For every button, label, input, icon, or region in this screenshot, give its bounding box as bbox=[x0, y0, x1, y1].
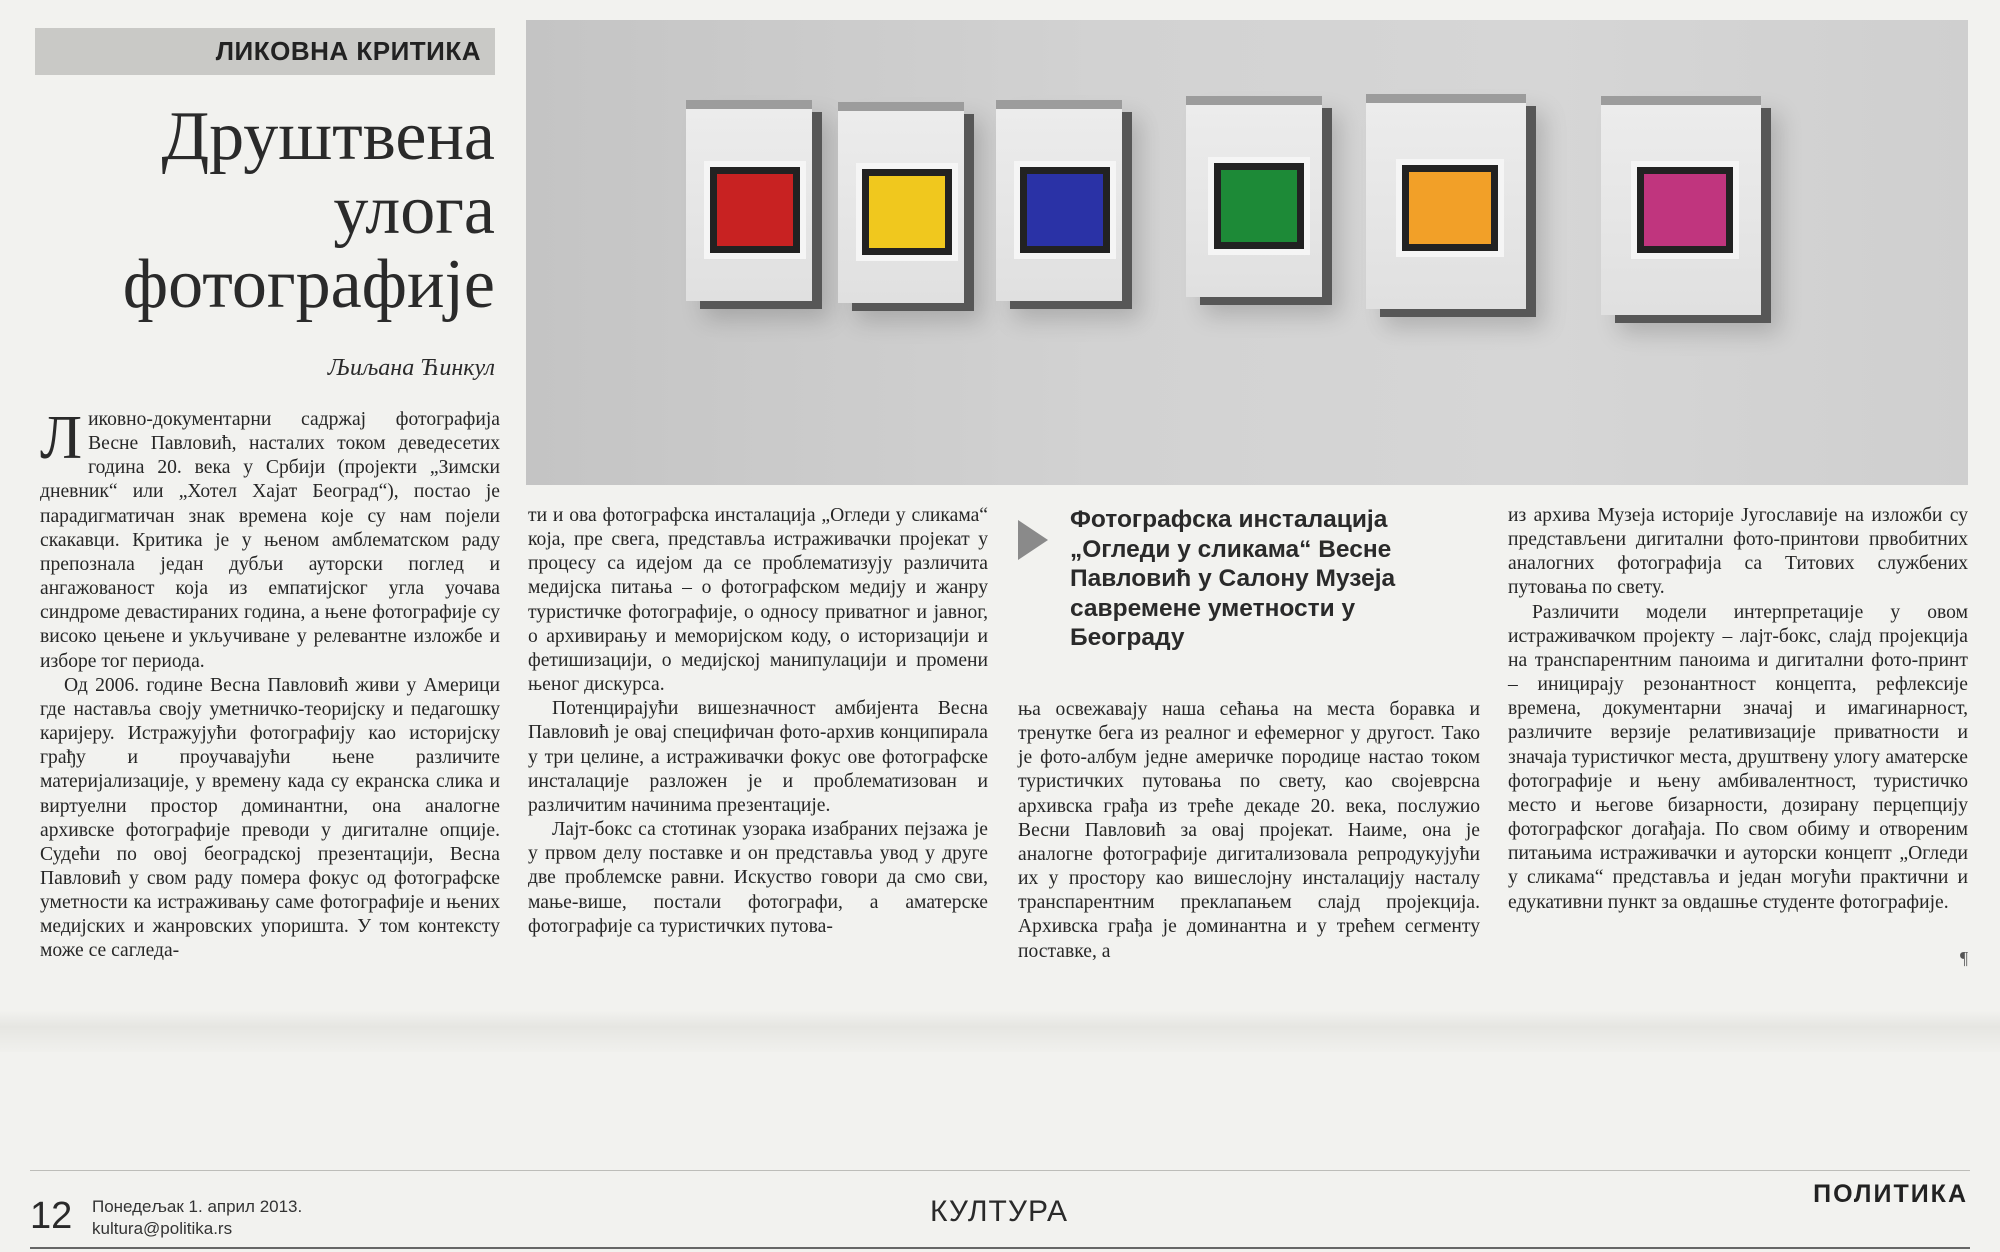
issue-date: Понедељак 1. април 2013. bbox=[92, 1197, 303, 1216]
lightbox-2 bbox=[838, 102, 964, 303]
paragraph: ти и ова фотографска инсталација „Огледи у сликама“ која, пре свега, представља истраживачки пројекат у процесу са идејом да се проблематизују различита медијска питања – о фотографском медију и жанру туристичке фотографије, о односу приватног и јавног, о архивирању и меморијском коду, о историзацији и фетишизацији, о медијској манипулацији и промени њеног дискурса. bbox=[528, 505, 988, 696]
paragraph: ња освежавају наша сећања на места боравка и тренутке бега из реалног и ефемерног у другост. Тако је фото-албум једне америчке породице настао током туристичких путовања по свету, као својеврсна архивска грађа из треће декаде 20. века, послужио Весни Павловић за овај пројекат. Наиме, она је аналогне фотографије дигитализовала репродукујући их у простору као вишеслојну инсталацију насталу транспарентним преклапањем слајд пројекција. Архивска грађа је доминантна и у трећем сегменту поставке, а bbox=[1018, 699, 1480, 962]
article-column-2 bbox=[528, 504, 988, 939]
pilcrow-mark: ¶ bbox=[1960, 948, 1969, 968]
drop-cap: Л bbox=[40, 404, 83, 472]
footer-section-name: КУЛТУРА bbox=[930, 1195, 1068, 1228]
paragraph: из архива Музеја историје Југославије на изложби су представљени дигитални фото-принтови првобитних аналогних фотографија са Титових службених путовања по свету. bbox=[1508, 505, 1968, 599]
color-slide bbox=[717, 174, 793, 246]
page-fold-shadow bbox=[0, 1010, 2000, 1052]
page-number: 12 bbox=[30, 1195, 73, 1237]
color-slide bbox=[869, 176, 945, 248]
lightbox-4 bbox=[1186, 96, 1322, 297]
footer-bottom-rule bbox=[30, 1247, 1970, 1249]
lightbox-5 bbox=[1366, 94, 1526, 309]
paragraph: Различити модели интерпретације у овом истраживачком пројекту – лајт-бокс, слајд пројекција на транспарентним панoима и дигитални фото-принт – иницирају резонантност концепта, рефлексије времена, документарни значај и имагинарност, различите верзије релативизације приватности и значаја туристичког места, друштвену улогу аматерске фотографије и њену амбивалентност, туристичко место и његове бизарности, дозирану перцепцију фотографског догађаја. По свом обиму и отвореним питањима истраживачки и ауторски концепт „Огледи у сликама“ представља и један могући практични и едукативни пункт за овдашње студенте фотографије. bbox=[1508, 601, 1968, 913]
color-slide bbox=[1027, 174, 1103, 246]
newspaper-brand-logo: ПОЛИТИКА bbox=[1813, 1180, 1968, 1208]
rubric-label: ЛИКОВНА КРИТИКА bbox=[215, 36, 481, 66]
color-slide bbox=[1409, 172, 1491, 244]
article-column-3 bbox=[1018, 698, 1480, 964]
footer-dateline bbox=[92, 1196, 302, 1240]
article-photo bbox=[526, 20, 1968, 485]
article-column-4 bbox=[1508, 504, 1968, 915]
lightbox-6 bbox=[1601, 96, 1761, 315]
paragraph: Потенцирајући вишезначност амбијента Весна Павловић је овај специфичан фото-архив конципирала у три целине, а истраживачки фокус ове фотографске инсталације разложен је и проблематизован и различитим начинима презентације. bbox=[528, 698, 988, 816]
paragraph: Од 2006. године Весна Павловић живи у Америци где наставља своју уметничко-теоријску и педагошку каријеру. Истражујући фотографију као историјску грађу и проучавајући њене различите материјализације, у времену када су екранска слика и виртуелни простор доминантни, она аналогне архивске фотографије преводи у дигиталне опције. Судећи по овој београдској презентацији, Весна Павловић у свом раду помера фокус од фотографске уметности ка истраживању саме фотографије и њених медијских и жанровских упоришта. У том контексту може се сагледа- bbox=[40, 674, 500, 962]
color-slide bbox=[1221, 170, 1297, 242]
article-author: Љиљана Ћинкул bbox=[327, 355, 495, 381]
section-rubric bbox=[35, 28, 495, 75]
lightbox-1 bbox=[686, 100, 812, 301]
footer-rule bbox=[30, 1170, 1970, 1171]
paragraph-text: иковно-документарни садржај фотографија Весне Павловић, насталих током деведесетих година 20. века у Србији (пројекти „Зимски дневник“ или „Хотел Хајат Београд“), постао је парадигматичан знак времена које су нам појели скакавци. Критика је у њеном амблематском раду препознала један дубљи ауторски поглед и ангажованост која из емпатијског угла уочава синдроме девастираних година, а њене фотографије су високо цењене и укључиване у релевантне изложбе и изборе тог периода. bbox=[40, 409, 500, 672]
article-headline: Друштвена улога фотографије bbox=[122, 98, 495, 323]
paragraph bbox=[40, 404, 500, 674]
paragraph: Лајт-бокс са стотинак узорака изабраних пејзажа је у првом делу поставке и он представља увод у друге две проблемске равни. Искуство говори да смо сви, мање-више, постали фотографи, а аматерске фотографије са туристичких путова- bbox=[528, 819, 988, 937]
section-email: kultura@politika.rs bbox=[92, 1219, 233, 1238]
color-slide bbox=[1644, 174, 1726, 246]
caption-arrow-icon bbox=[1018, 520, 1048, 560]
lightbox-3 bbox=[996, 100, 1122, 301]
article-column-1 bbox=[40, 404, 500, 964]
photo-caption: Фотографска инсталација „Огледи у сликама“ Весне Павловић у Салону Музеја савремене уметности у Београду bbox=[1070, 506, 1396, 651]
